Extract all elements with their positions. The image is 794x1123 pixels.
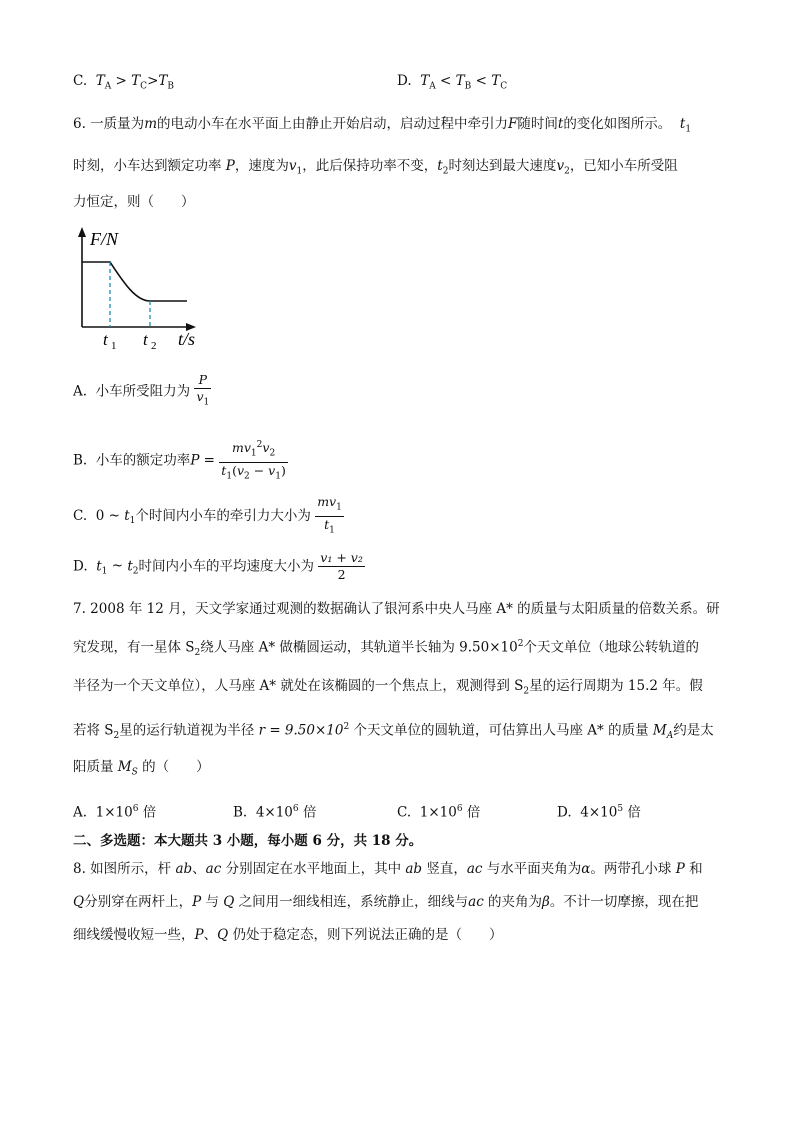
q6-option-d: D. $t_1$ ~ $t_2$时间内小车的平均速度大小为 $\frac{\text{v₁ + v₂}}{2}$ [73, 550, 363, 582]
q7-line-2: 究发现，有一星体 $S_2$绕人马座 A* 做椭圆运动，其轨道半长轴为 $9.50\times 10^2$个天文单位（地球公转轨道的 [73, 639, 699, 659]
fraction: $\frac{mv_1}{t_1}$ [317, 494, 342, 535]
q7-line-3: 半径为一个天文单位），人马座 A* 就处在该椭圆的一个焦点上，观测得到 $S_2$星的运行周期为 15.2 年。假 [73, 678, 703, 697]
fraction: $\frac{mv_1^2v_2}{t_1(v_2 - v_1)}$ [219, 437, 288, 484]
fraction: $\frac{\text{v₁ + v₂}}{2}$ [320, 550, 363, 582]
fraction: $\frac{P}{v_1}$ [196, 372, 210, 408]
t2-tick-label: t [143, 330, 148, 349]
q6-option-c: C. 0 ~ $t_1$个时间内小车的牵引力大小为 $\frac{mv_1}{t_1}$ [73, 494, 344, 538]
q6-option-a: A. 小车所受阻力为 $\frac{P}{v_1}$ [73, 372, 211, 411]
q7-option-a: A. $1\times 10^6$ 倍 [73, 804, 157, 821]
q5-option-c: C. $T_A > T_C>T_B$ [73, 73, 175, 92]
force-curve [82, 262, 187, 301]
q7-line-1: 7. 2008 年 12 月，天文学家通过观测的数据确认了银河系中央人马座 A* 的质量与太阳质量的倍数关系。研 [73, 601, 720, 617]
q7-option-d: D. $4\times 10^5$ 倍 [557, 804, 641, 821]
q5-option-d: D. $T_A < T_B < T_C$ [397, 73, 508, 92]
q7-option-c: C. $1\times 10^6$ 倍 [397, 804, 481, 821]
q8-line-1: 8. 如图所示，杆 ab、ac 分别固定在水平地面上，其中 ab 竖直，ac 与水平面夹角为α。两带孔小球 P 和 [73, 861, 703, 877]
y-axis-arrow [78, 227, 86, 237]
t2-tick-sub: 2 [151, 340, 157, 352]
q8-line-3: 细线缓慢收短一些，P、Q 仍处于稳定态，则下列说法正确的是（ ） [73, 927, 503, 943]
q7-option-b: B. $4\times 10^6$ 倍 [233, 804, 317, 821]
t1-tick-label: t [103, 330, 108, 349]
x-axis-label: t/s [178, 329, 196, 349]
q6-line-2: 时刻，小车达到额定功率 P，速度为$v_1$，此后保持功率不变，$t_2$时刻达到最大速度$v_2$，已知小车所受阻 [73, 158, 678, 177]
t1-tick-sub: 1 [111, 340, 117, 352]
q8-line-2: Q分别穿在两杆上，P 与 Q 之间用一细线相连，系统静止，细线与ac 的夹角为β。不计一切摩擦，现在把 [73, 894, 699, 910]
force-time-graph [70, 225, 210, 355]
q6-line-1: 6. 一质量为m的电动小车在水平面上由静止开始启动，启动过程中牵引力F随时间t的变化如图所示。 $t_1$ [73, 116, 692, 135]
q6-option-b: B. 小车的额定功率P = $\frac{mv_1^2v_2}{t_1(v_2 - v_1)}$ [73, 437, 288, 484]
q7-line-4: 若将 $S_2$星的运行轨道视为半径 $r = 9.50\times 10^2$ 个天文单位的圆轨道，可估算出人马座 A* 的质量 $M_A$约是太 [73, 722, 714, 742]
q6-line-3: 力恒定，则（ ） [73, 194, 195, 210]
section-heading-multi-choice: 二、多选题：本大题共 3 小题，每小题 6 分，共 18 分。 [73, 833, 423, 849]
q7-line-5: 阳质量 $M_S$ 的（ ） [73, 759, 210, 778]
y-axis-label: F/N [90, 229, 119, 249]
